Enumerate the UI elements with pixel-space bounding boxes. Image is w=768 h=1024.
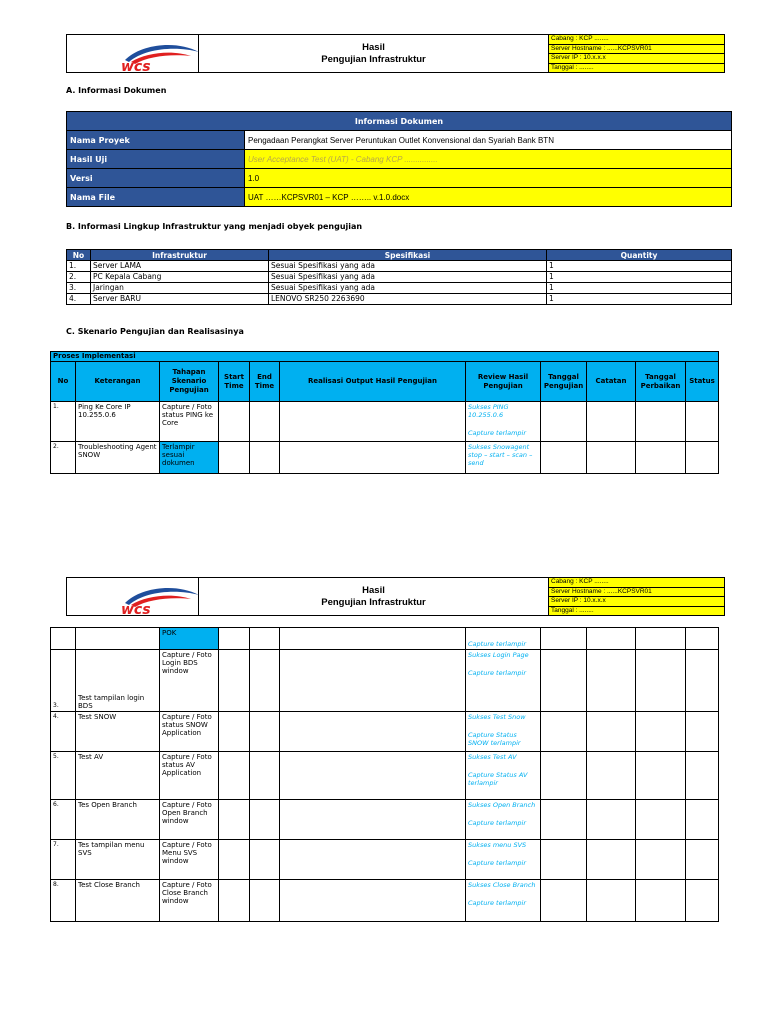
review-result: Sukses Test AV xyxy=(468,753,517,761)
table-row xyxy=(67,261,732,272)
cell-no: 7. xyxy=(51,840,76,880)
cell-tahapan: Capture / Foto status SNOW Application xyxy=(160,712,219,752)
cell-no: 4. xyxy=(67,294,91,305)
cell-no: 1. xyxy=(67,261,91,272)
review-result: Sukses Open Branch xyxy=(468,801,536,809)
table-row xyxy=(51,628,719,650)
header-title-line2: Pengujian Infrastruktur xyxy=(321,53,426,65)
infrastruktur-table xyxy=(66,249,732,305)
cell-tahapan: Capture / Foto Menu SVS window xyxy=(160,840,219,880)
cell-no: 2. xyxy=(51,442,76,474)
review-capture: Capture terlampir xyxy=(468,899,526,907)
col-no: No xyxy=(51,362,76,402)
section-b-title: B. Informasi Lingkup Infrastruktur yang menjadi obyek pengujian xyxy=(66,222,363,231)
table-row xyxy=(51,442,719,474)
review-capture: Capture terlampir xyxy=(468,669,526,677)
review-result: Sukses Test Snow xyxy=(468,713,526,721)
skenario-table-continued xyxy=(50,627,719,922)
cell-review xyxy=(466,800,541,840)
cell-keterangan: Test tampilan login BDS xyxy=(76,650,160,712)
cell-spesifikasi: Sesuai Spesifikasi yang ada xyxy=(269,272,547,283)
value-hasil-uji: User Acceptance Test (UAT) - Cabang KCP ............... xyxy=(245,150,732,169)
cell-review xyxy=(466,650,541,712)
cell-review xyxy=(466,712,541,752)
cell-no: 3. xyxy=(51,650,76,712)
logo-cell xyxy=(67,578,199,615)
meta-tanggal: Tanggal : ........ xyxy=(549,607,724,616)
cell-tahapan: Capture / Foto status AV Application xyxy=(160,752,219,800)
table-row xyxy=(51,880,719,922)
col-realisasi: Realisasi Output Hasil Pengujian xyxy=(280,362,466,402)
col-no: No xyxy=(67,250,91,261)
page2-header xyxy=(66,577,725,616)
section-c-title: C. Skenario Pengujian dan Realisasinya xyxy=(66,327,244,336)
review-result: Sukses Login Page xyxy=(468,651,529,659)
review-result: Sukses PING 10.255.0.6 xyxy=(468,403,509,419)
cell-no: 4. xyxy=(51,712,76,752)
col-end-time: End Time xyxy=(250,362,280,402)
meta-server-ip: Server IP : 10.x.x.x xyxy=(549,597,724,607)
meta-hostname: Server Hostname : ......KCPSVR01 xyxy=(549,588,724,598)
review-capture: Capture Status AV terlampir xyxy=(468,771,528,787)
cell-no: 1. xyxy=(51,402,76,442)
meta-server-ip: Server IP : 10.x.x.x xyxy=(549,54,724,64)
svg-text:wcs: wcs xyxy=(121,602,151,615)
info-dokumen-table xyxy=(66,111,732,207)
table-row xyxy=(51,650,719,712)
meta-cabang: Cabang : KCP ........ xyxy=(549,35,724,45)
cell-infrastruktur: Server LAMA xyxy=(91,261,269,272)
value-nama-file: UAT ……KCPSVR01 – KCP …….. v.1.0.docx xyxy=(245,188,732,207)
review-result: Sukses menu SVS xyxy=(468,841,527,849)
cell-quantity: 1 xyxy=(547,294,732,305)
meta-cabang: Cabang : KCP ........ xyxy=(549,578,724,588)
cell-no: 2. xyxy=(67,272,91,283)
logo-cell xyxy=(67,35,199,72)
cell-keterangan: Test Close Branch xyxy=(76,880,160,922)
header-title-line2: Pengujian Infrastruktur xyxy=(321,596,426,608)
header-title xyxy=(199,35,549,72)
table-row xyxy=(67,272,732,283)
label-nama-file: Nama File xyxy=(67,188,245,207)
meta-hostname: Server Hostname : ......KCPSVR01 xyxy=(549,45,724,55)
cell-tahapan: Capture / Foto Open Branch window xyxy=(160,800,219,840)
col-quantity: Quantity xyxy=(547,250,732,261)
meta-tanggal: Tanggal : ........ xyxy=(549,64,724,73)
cell-review xyxy=(466,880,541,922)
cell-keterangan: Ping Ke Core IP 10.255.0.6 xyxy=(76,402,160,442)
cell-review xyxy=(466,752,541,800)
header-title-line1: Hasil xyxy=(362,584,385,596)
table-row xyxy=(51,800,719,840)
skenario-table xyxy=(50,351,719,474)
cell-infrastruktur: Server BARU xyxy=(91,294,269,305)
col-tanggal: Tanggal Pengujian xyxy=(541,362,587,402)
value-nama-proyek: Pengadaan Perangkat Server Peruntukan Outlet Konvensional dan Syariah Bank BTN xyxy=(245,131,732,150)
table-row xyxy=(51,712,719,752)
cell-review xyxy=(466,840,541,880)
cell-quantity: 1 xyxy=(547,272,732,283)
cell-keterangan: Troubleshooting Agent SNOW xyxy=(76,442,160,474)
label-nama-proyek: Nama Proyek xyxy=(67,131,245,150)
col-keterangan: Keterangan xyxy=(76,362,160,402)
cell-spesifikasi: LENOVO SR250 2263690 xyxy=(269,294,547,305)
cell-spesifikasi: Sesuai Spesifikasi yang ada xyxy=(269,283,547,294)
section-a-title: A. Informasi Dokumen xyxy=(66,86,167,95)
label-hasil-uji: Hasil Uji xyxy=(67,150,245,169)
wcs-logo-icon xyxy=(111,42,201,72)
col-spesifikasi: Spesifikasi xyxy=(269,250,547,261)
cell-no: 5. xyxy=(51,752,76,800)
col-start-time: Start Time xyxy=(219,362,250,402)
review-capture: Capture terlampir xyxy=(468,429,526,437)
info-dokumen-header: Informasi Dokumen xyxy=(67,112,732,131)
cell-keterangan: Test AV xyxy=(76,752,160,800)
cell-tahapan: Capture / Foto Login BDS window xyxy=(160,650,219,712)
cell-review xyxy=(466,442,541,474)
col-tanggal-perbaikan: Tanggal Perbaikan xyxy=(636,362,686,402)
table-row xyxy=(51,752,719,800)
header-title-line1: Hasil xyxy=(362,41,385,53)
proses-implementasi: Proses Implementasi xyxy=(51,352,719,362)
header-meta xyxy=(549,578,724,615)
col-tahapan: Tahapan Skenario Pengujian xyxy=(160,362,219,402)
cell-no: 6. xyxy=(51,800,76,840)
label-versi: Versi xyxy=(67,169,245,188)
col-status: Status xyxy=(686,362,719,402)
col-infrastruktur: Infrastruktur xyxy=(91,250,269,261)
svg-text:wcs: wcs xyxy=(121,59,151,72)
table-row xyxy=(51,402,719,442)
review-result: Sukses Close Branch xyxy=(468,881,536,889)
value-versi: 1.0 xyxy=(245,169,732,188)
cell-review xyxy=(466,402,541,442)
header-title xyxy=(199,578,549,615)
cell-no: 8. xyxy=(51,880,76,922)
table-row xyxy=(67,283,732,294)
review-capture: Capture terlampir xyxy=(468,859,526,867)
table-row xyxy=(67,294,732,305)
review-capture: Capture Status SNOW terlampir xyxy=(468,731,521,747)
cell-quantity: 1 xyxy=(547,283,732,294)
cell-no: 3. xyxy=(67,283,91,294)
cell-keterangan: Test SNOW xyxy=(76,712,160,752)
review-capture: Capture terlampir xyxy=(468,819,526,827)
cell-infrastruktur: Jaringan xyxy=(91,283,269,294)
cell-keterangan: Tes tampilan menu SVS xyxy=(76,840,160,880)
col-review: Review Hasil Pengujian xyxy=(466,362,541,402)
cell-infrastruktur: PC Kepala Cabang xyxy=(91,272,269,283)
col-catatan: Catatan xyxy=(587,362,636,402)
review-result: Sukses Snowagent stop – start – scan – send xyxy=(468,443,533,467)
page1-header xyxy=(66,34,725,73)
cell-review: Capture terlampir xyxy=(466,628,541,650)
cell-tahapan: Capture / Foto status PING ke Core xyxy=(160,402,219,442)
cell-keterangan: Tes Open Branch xyxy=(76,800,160,840)
wcs-logo-icon xyxy=(111,585,201,615)
cell-quantity: 1 xyxy=(547,261,732,272)
cell-spesifikasi: Sesuai Spesifikasi yang ada xyxy=(269,261,547,272)
header-meta xyxy=(549,35,724,72)
cell-tahapan: Capture / Foto Close Branch window xyxy=(160,880,219,922)
table-row xyxy=(51,840,719,880)
cell-tahapan: POK xyxy=(160,628,219,650)
cell-tahapan: Terlampir sesuai dokumen xyxy=(160,442,219,474)
